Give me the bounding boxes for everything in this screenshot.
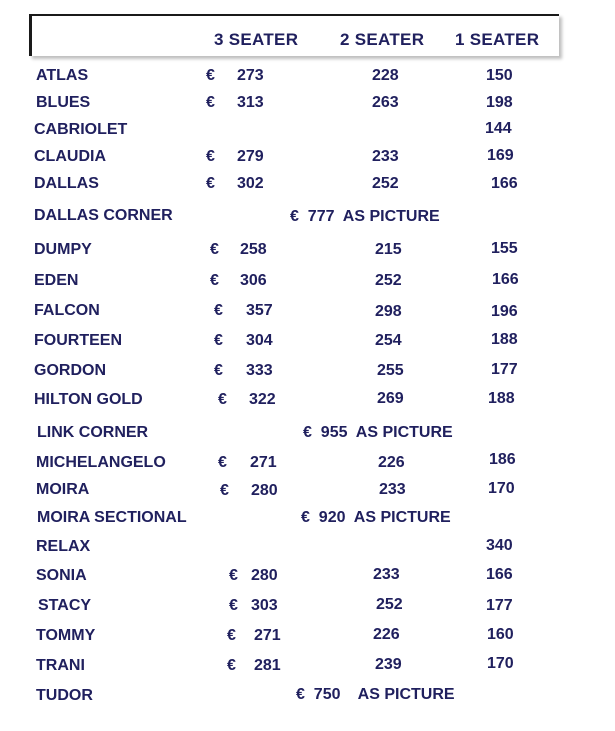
price-3-seater: 303 bbox=[251, 597, 278, 614]
row-name: FALCON bbox=[34, 302, 100, 319]
row-name: ATLAS bbox=[36, 67, 89, 84]
price-3-seater: 271 bbox=[254, 627, 281, 644]
euro-sign: € bbox=[218, 391, 227, 408]
euro-sign: € bbox=[218, 454, 227, 471]
price-2-seater: 228 bbox=[372, 67, 399, 84]
price-1-seater: 166 bbox=[491, 175, 518, 192]
euro-sign: € bbox=[229, 567, 238, 584]
row-name: FOURTEEN bbox=[34, 332, 122, 349]
row-name: DALLAS CORNER bbox=[34, 207, 173, 224]
price-1-seater: 166 bbox=[492, 271, 519, 288]
row-name: CABRIOLET bbox=[34, 121, 128, 138]
euro-sign: € bbox=[210, 241, 219, 258]
price-3-seater: 304 bbox=[246, 332, 273, 349]
price-1-seater: 177 bbox=[491, 361, 518, 378]
row-name: HILTON GOLD bbox=[34, 391, 143, 408]
price-1-seater: 196 bbox=[491, 303, 518, 320]
as-picture-price: € 920 AS PICTURE bbox=[301, 509, 451, 526]
row-name: MOIRA bbox=[36, 481, 90, 498]
price-2-seater: 239 bbox=[375, 656, 402, 673]
price-1-seater: 170 bbox=[488, 480, 515, 497]
price-3-seater: 306 bbox=[240, 272, 267, 289]
header-1-seater: 1 SEATER bbox=[455, 30, 540, 49]
euro-sign: € bbox=[214, 302, 223, 319]
row-name: DUMPY bbox=[34, 241, 92, 258]
price-2-seater: 233 bbox=[372, 148, 399, 165]
price-3-seater: 258 bbox=[240, 241, 267, 258]
price-1-seater: 160 bbox=[487, 626, 514, 643]
price-3-seater: 273 bbox=[237, 67, 264, 84]
price-3-seater: 279 bbox=[237, 148, 264, 165]
price-2-seater: 226 bbox=[378, 454, 405, 471]
price-2-seater: 252 bbox=[375, 272, 402, 289]
price-2-seater: 226 bbox=[373, 626, 400, 643]
price-3-seater: 333 bbox=[246, 362, 273, 379]
price-1-seater: 150 bbox=[486, 67, 513, 84]
euro-sign: € bbox=[206, 67, 215, 84]
price-1-seater: 198 bbox=[486, 94, 513, 111]
row-name: CLAUDIA bbox=[34, 148, 106, 165]
as-picture-price: € 955 AS PICTURE bbox=[303, 424, 453, 441]
header-3-seater: 3 SEATER bbox=[214, 30, 299, 49]
as-picture-price: € 777 AS PICTURE bbox=[290, 208, 440, 225]
as-picture-price: € 750 AS PICTURE bbox=[296, 686, 455, 703]
price-2-seater: 263 bbox=[372, 94, 399, 111]
price-1-seater: 169 bbox=[487, 147, 514, 164]
price-3-seater: 280 bbox=[251, 482, 278, 499]
price-2-seater: 233 bbox=[379, 481, 406, 498]
price-2-seater: 215 bbox=[375, 241, 402, 258]
euro-sign: € bbox=[214, 362, 223, 379]
price-2-seater: 233 bbox=[373, 566, 400, 583]
row-name: TOMMY bbox=[36, 627, 96, 644]
row-name: DALLAS bbox=[34, 175, 99, 192]
price-1-seater: 177 bbox=[486, 597, 513, 614]
row-name: RELAX bbox=[36, 538, 91, 555]
price-1-seater: 186 bbox=[489, 451, 516, 468]
euro-sign: € bbox=[214, 332, 223, 349]
price-2-seater: 254 bbox=[375, 332, 402, 349]
row-name: EDEN bbox=[34, 272, 79, 289]
euro-sign: € bbox=[229, 597, 238, 614]
price-2-seater: 252 bbox=[376, 596, 403, 613]
price-2-seater: 252 bbox=[372, 175, 399, 192]
price-3-seater: 302 bbox=[237, 175, 264, 192]
price-1-seater: 166 bbox=[486, 566, 513, 583]
price-2-seater: 255 bbox=[377, 362, 404, 379]
row-name: SONIA bbox=[36, 567, 87, 584]
row-name: TRANI bbox=[36, 657, 85, 674]
euro-sign: € bbox=[206, 175, 215, 192]
price-3-seater: 313 bbox=[237, 94, 264, 111]
row-name: BLUES bbox=[36, 94, 91, 111]
row-name: MOIRA SECTIONAL bbox=[37, 509, 187, 526]
price-3-seater: 271 bbox=[250, 454, 277, 471]
euro-sign: € bbox=[210, 272, 219, 289]
price-3-seater: 322 bbox=[249, 391, 276, 408]
price-2-seater: 269 bbox=[377, 390, 404, 407]
price-3-seater: 280 bbox=[251, 567, 278, 584]
header-2-seater: 2 SEATER bbox=[340, 30, 425, 49]
row-name: STACY bbox=[38, 597, 92, 614]
price-1-seater: 340 bbox=[486, 537, 513, 554]
price-1-seater: 155 bbox=[491, 240, 518, 257]
euro-sign: € bbox=[227, 657, 236, 674]
price-1-seater: 144 bbox=[485, 120, 512, 137]
price-1-seater: 170 bbox=[487, 655, 514, 672]
row-name: GORDON bbox=[34, 362, 106, 379]
price-3-seater: 281 bbox=[254, 657, 281, 674]
euro-sign: € bbox=[227, 627, 236, 644]
euro-sign: € bbox=[220, 482, 229, 499]
row-name: MICHELANGELO bbox=[36, 454, 166, 471]
price-1-seater: 188 bbox=[488, 390, 515, 407]
price-2-seater: 298 bbox=[375, 303, 402, 320]
euro-sign: € bbox=[206, 94, 215, 111]
euro-sign: € bbox=[206, 148, 215, 165]
row-name: TUDOR bbox=[36, 687, 93, 704]
price-3-seater: 357 bbox=[246, 302, 273, 319]
row-name: LINK CORNER bbox=[37, 424, 149, 441]
price-1-seater: 188 bbox=[491, 331, 518, 348]
